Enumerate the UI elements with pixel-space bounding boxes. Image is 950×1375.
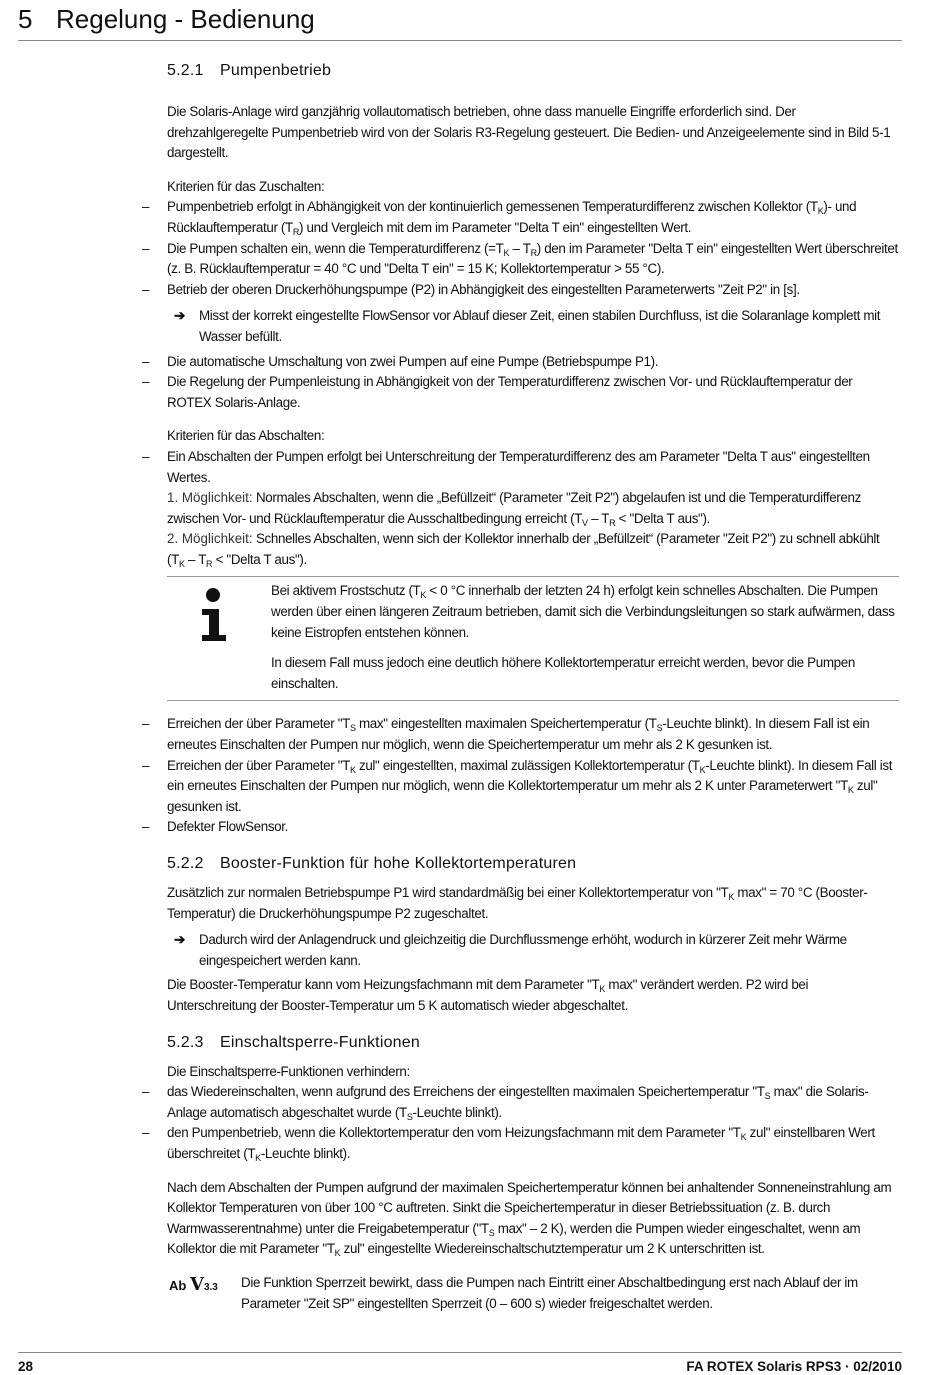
paragraph: Die Solaris-Anlage wird ganzjährig vollautomatisch betrieben, ohne dass manuelle Eingriffe erforderlich sind. Der drehzahlgeregelte Pumpenbetrieb wird von der Solaris R3-Regelung gesteuert. Die Bedien- und Anzeigeelemente sind in Bild 5-1 dargestellt. [167,104,891,161]
paragraph: Die Booster-Temperatur kann vom Heizungsfachmann mit dem Parameter "$T_K$ max" verändert werden. P2 wird bei Unterschreitung der Booster-Temperatur um 5 K automatisch wieder abgeschaltet. [167,977,809,1013]
criteria-on-title: Kriterien für das Zuschalten: [167,178,325,194]
list-item: – Erreichen der über Parameter "$T_S$ max" eingestellten maximalen Speichertemperatur ($T_S$-Leuchte blinkt). In diesem Fall ist ein erneutes Einschalten der Pumpen nur möglich, wenn die Speichertemperatur um mehr als 2 K gesunken ist. [142,714,899,755]
list-item: – Ein Abschalten der Pumpen erfolgt bei Unterschreitung der Temperaturdifferenz des am Parameter "Delta T aus" eingestellten Wertes. [142,447,899,488]
chapter-title: Regelung - Bedienung [56,4,315,34]
info-icon [199,587,229,643]
version-note: Ab V3.3 Die Funktion Sperrzeit bewirkt, dass die Pumpen nach Eintritt einer Abschaltbedingung erst nach Ablauf der im Parameter "Zeit SP" eingestellten Sperrzeit (0 – 600 s) wieder freigeschaltet werden. [169,1273,858,1311]
section-heading-5-2-3: 5.2.3 Einschaltsperre-Funktionen [167,1033,420,1051]
lock-functions-list [167,1082,899,1164]
criteria-on-list-cont [167,352,899,414]
criteria-off-list-cont [167,714,899,838]
arrow-right-icon: ➔ [174,308,185,324]
list-item: – Die Regelung der Pumpenleistung in Abhängigkeit von der Temperaturdifferenz zwischen Vor- und Rücklauftemperatur der ROTEX Solaris-Anlage. [142,372,899,413]
option-1: 1. Möglichkeit: Normales Abschalten, wenn die „Befüllzeit“ (Parameter "Zeit P2") abgelaufen ist und die Temperaturdifferenz zwischen Vor- und Rücklauftemperatur die Ausschaltbedingung erreicht ($T_V - T_R$ < "Delta T aus"). [167,490,861,528]
info-box [167,576,899,701]
list-item: – Pumpenbetrieb erfolgt in Abhängigkeit von der kontinuierlich gemessenen Temperaturdifferenz zwischen Kollektor $(T_K)-$ und Rücklauftemperatur $(T_R)$ und Vergleich mit dem im Parameter "Delta T ein" eingestellten Wert. [142,197,899,238]
info-paragraph: In diesem Fall muss jedoch eine deutlich höhere Kollektortemperatur erreicht werden, bevor die Pumpen einschalten. [271,655,855,691]
page-number: 28 [18,1359,34,1374]
option-2: 2. Möglichkeit: Schnelles Abschalten, wenn sich der Kollektor innerhalb der „Befüllzeit“ (Parameter "Zeit P2") zu schnell abkühlt ($T_K - T_R$ < "Delta T aus"). [167,531,880,569]
info-paragraph: Bei aktivem Frostschutz ($T_K < 0$ °C innerhalb der letzten 24 h) erfolgt kein schnelles Abschalten. Die Pumpen werden über einen längeren Zeitraum betrieben, damit sich die Verbindungsleitungen so stark aufwärmen, dass keine Eistropfen entstehen können. [271,583,895,640]
document-id: FA ROTEX Solaris RPS3 · 02/2010 [686,1359,902,1374]
list-item: – den Pumpenbetrieb, wenn die Kollektortemperatur den vom Heizungsfachmann mit dem Parameter "$T_K$ zul" einstellbaren Wert überschreitet ($T_K$-Leuchte blinkt). [142,1123,899,1164]
paragraph: Zusätzlich zur normalen Betriebspumpe P1 wird standardmäßig bei einer Kollektortemperatur von "$T_K$ max" = 70 °C (Booster-Temperatur) die Druckerhöhungspumpe P2 zugeschaltet. [167,885,868,921]
criteria-off-list [167,447,899,488]
section-heading-5-2-2: 5.2.2 Booster-Funktion für hohe Kollektortemperaturen [167,855,577,872]
list-item: – Betrieb der oberen Druckerhöhungspumpe (P2) in Abhängigkeit des eingestellten Parameterwerts "Zeit P2" in [s]. [142,280,899,301]
list-item: – Die Pumpen schalten ein, wenn die Temperaturdifferenz $(=T_K - T_R)$ den im Parameter "Delta T ein" eingestellten Wert überschreitet (z. B. Rücklauftemperatur = 40 °C und "Delta T ein" = 15 K; Kollektortemperatur > 55 °C). [142,239,899,280]
chapter-number: 5 [18,4,33,34]
page-header [18,2,902,41]
note-line: ➔ Dadurch wird der Anlagendruck und gleichzeitig die Durchflussmenge erhöht, wodurch in kürzerer Zeit mehr Wärme eingespeichert werden kann. [174,932,847,968]
note-line: ➔ Misst der korrekt eingestellte FlowSensor vor Ablauf dieser Zeit, einen stabilen Durchfluss, ist die Solaranlage komplett mit Wasser befüllt. [174,308,881,344]
list-item: – das Wiedereinschalten, wenn aufgrund des Erreichens der eingestellten maximalen Speichertemperatur "$T_S$ max" die Solaris-Anlage automatisch abgeschaltet wurde ($T_S$-Leuchte blinkt). [142,1082,899,1123]
paragraph: Nach dem Abschalten der Pumpen aufgrund der maximalen Speichertemperatur können bei anhaltender Sonneneinstrahlung am Kollektor Temperaturen von über 100 °C auftreten. Sinkt die Speichertemperatur in dieser Betriebssituation (z. B. durch Warmwasserentnahme) unter die Freigabetemperatur ("$T_S$ max" – 2 K), werden die Pumpen wieder eingeschaltet, wenn am Kollektor die mit Parameter "$T_K$ zul" eingestellte Wiedereinschaltschutztemperatur um 2 K unterschritten ist. [167,1179,892,1259]
criteria-off-title: Kriterien für das Abschalten: [167,428,325,444]
list-item: – Erreichen der über Parameter "$T_K$ zul" eingestellten, maximal zulässigen Kollektortemperatur ($T_K$-Leuchte blinkt). In diesem Fall ist ein erneutes Einschalten der Pumpen nur möglich, wenn die Kollektortemperatur um mehr als 2 K unter Parameterwert "$T_K$ zul" gesunken ist. [142,756,899,818]
criteria-on-list [167,197,899,300]
paragraph: Die Einschaltsperre-Funktionen verhindern: [167,1063,410,1079]
list-item: – Die automatische Umschaltung von zwei Pumpen auf eine Pumpe (Betriebspumpe P1). [142,352,899,373]
arrow-right-icon: ➔ [174,932,185,948]
page-content [167,58,899,1314]
list-item: – Defekter FlowSensor. [142,817,899,838]
page-footer [18,1352,902,1374]
section-heading-5-2-1: 5.2.1 Pumpenbetrieb [167,62,332,79]
version-tag: Ab V3.3 [169,1273,218,1295]
